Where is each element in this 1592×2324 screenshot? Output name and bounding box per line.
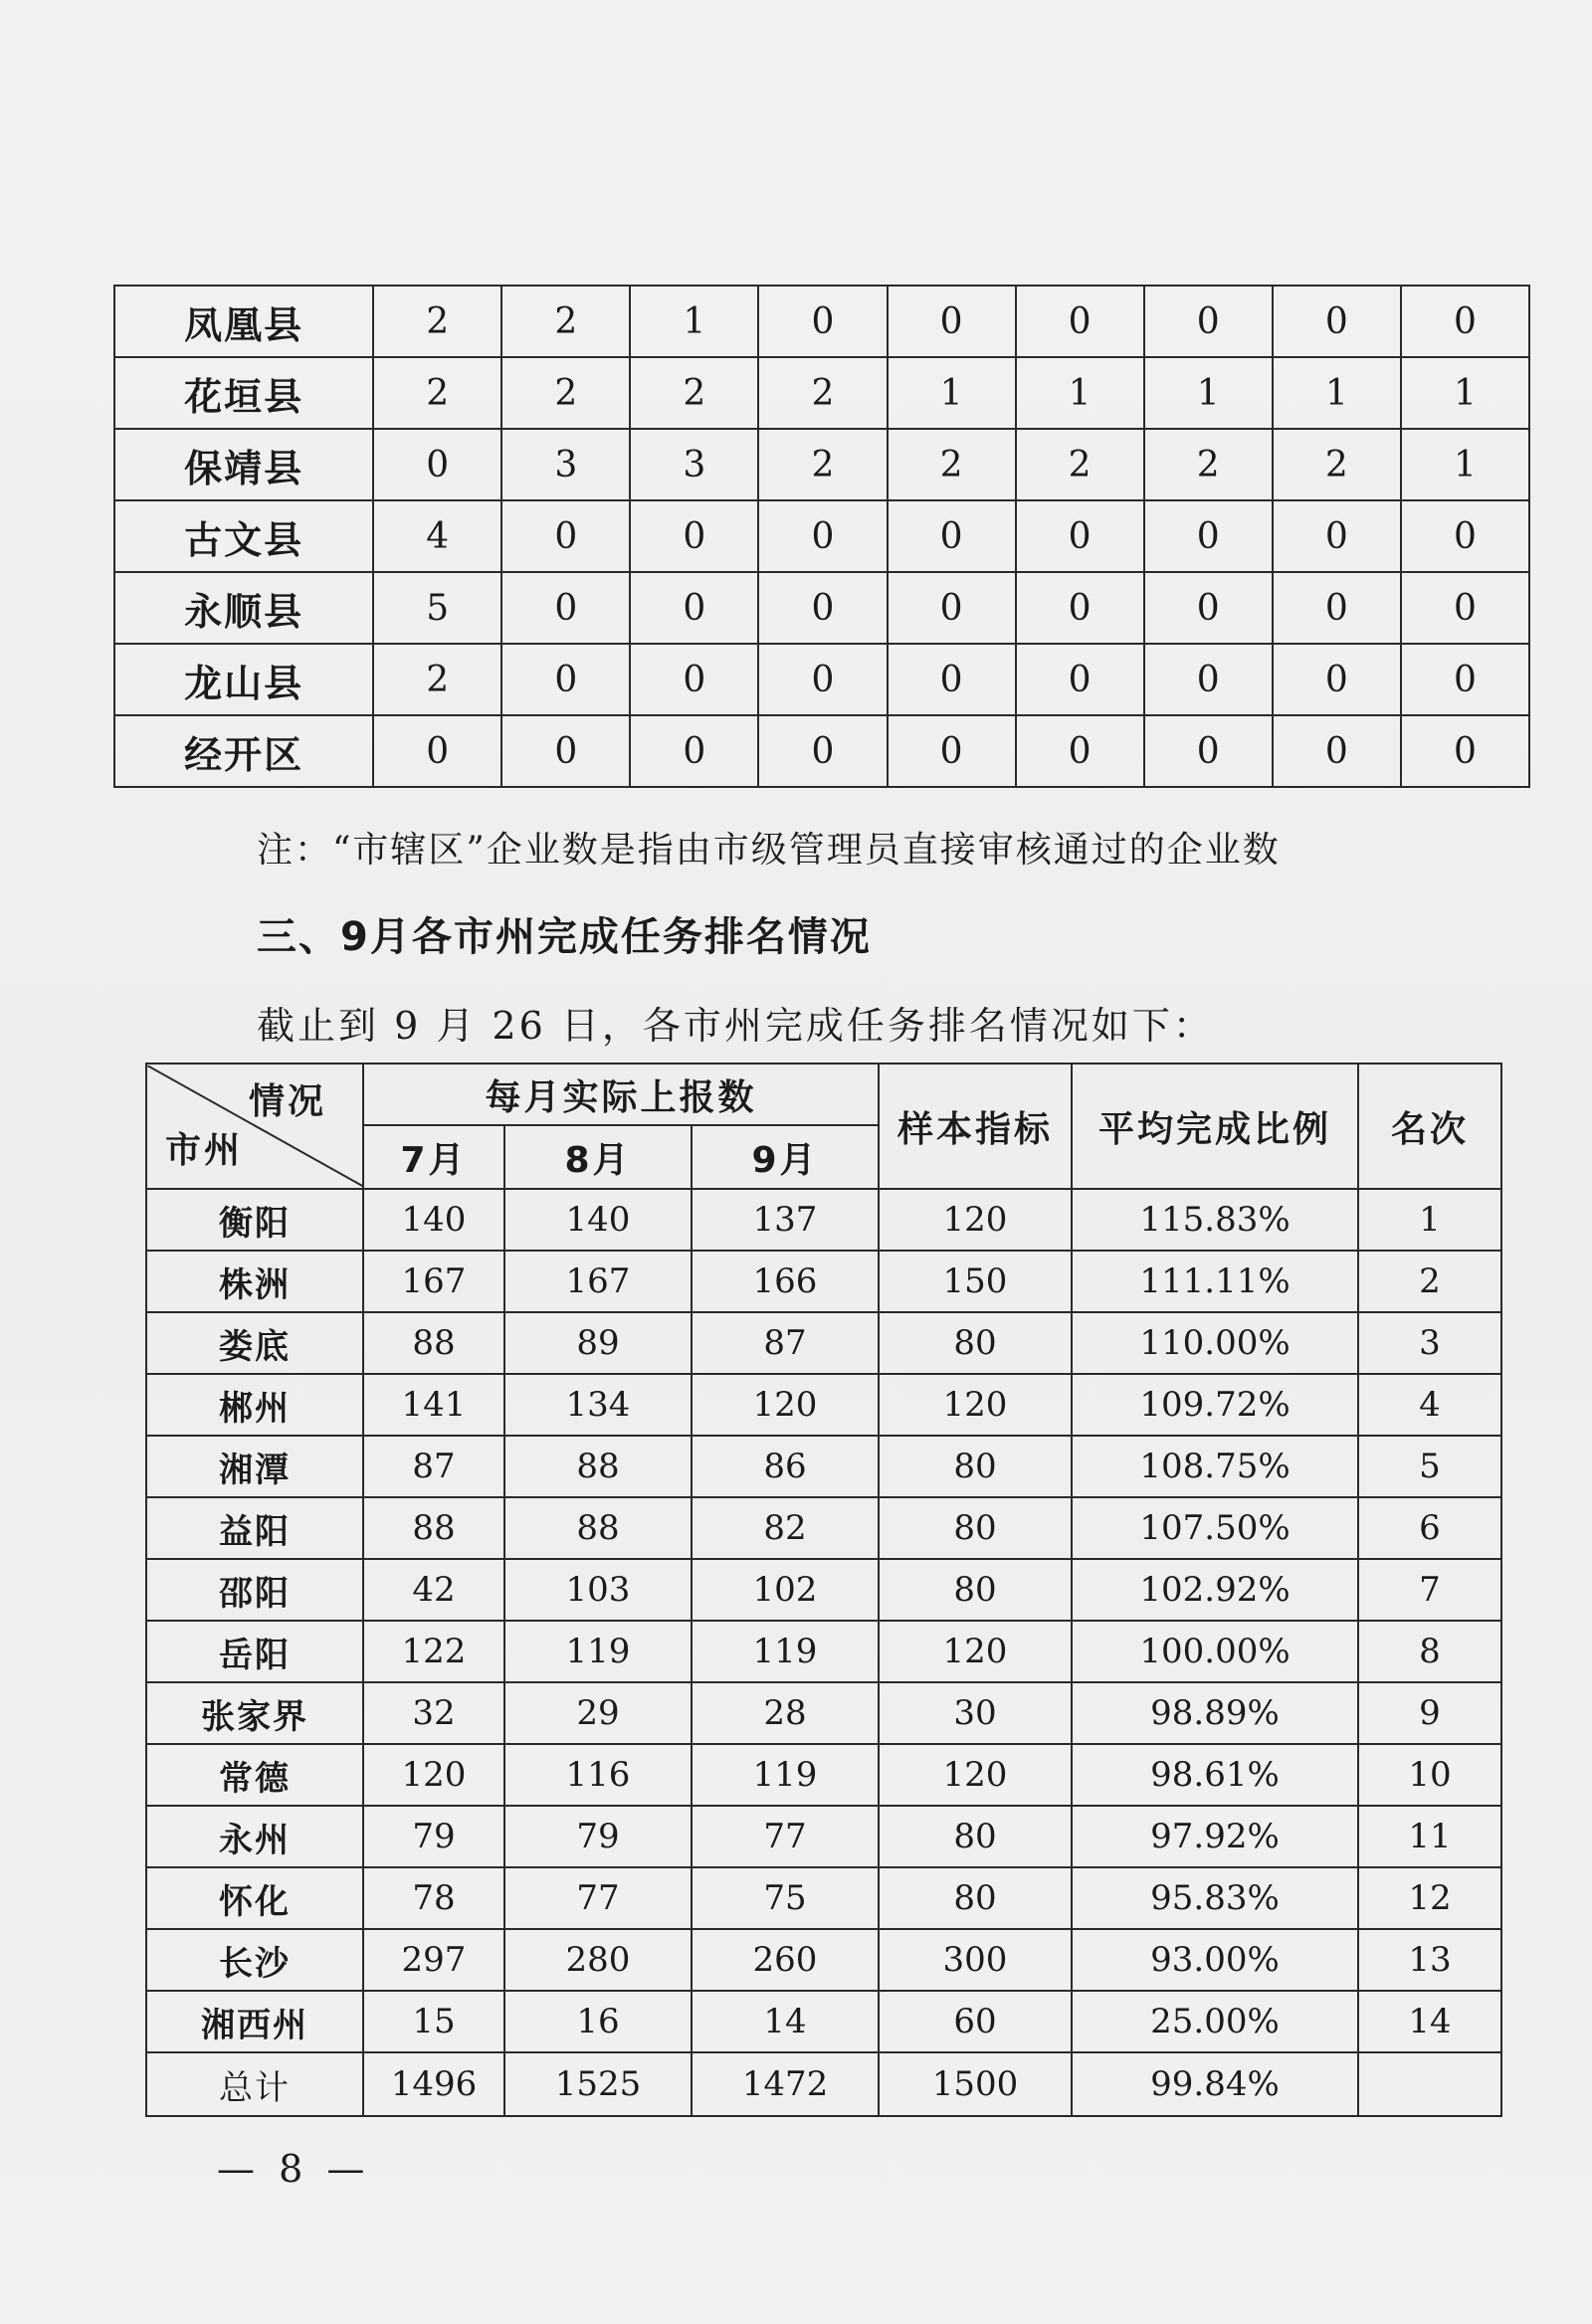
rank-value: 4	[1358, 1374, 1501, 1436]
table-row	[114, 357, 1529, 429]
month-header-7: 7月	[363, 1125, 504, 1189]
september-count: 120	[692, 1374, 879, 1436]
rank-value: 5	[1358, 1436, 1501, 1497]
count-cell: 0	[630, 572, 758, 644]
sample-target: 80	[879, 1806, 1072, 1867]
count-cell: 0	[501, 644, 630, 715]
count-cell: 1	[1273, 357, 1401, 429]
completion-ratio: 102.92%	[1072, 1559, 1358, 1621]
count-cell: 0	[1016, 644, 1144, 715]
section-heading: 三、9月各市州完成任务排名情况	[257, 914, 872, 960]
table-row	[114, 644, 1529, 715]
count-cell: 0	[501, 572, 630, 644]
rank-value	[1358, 2052, 1501, 2116]
count-cell: 2	[501, 357, 630, 429]
table-row	[146, 1559, 1501, 1621]
table-row	[146, 1682, 1501, 1744]
july-count: 297	[363, 1929, 504, 1991]
county-name: 经开区	[114, 715, 373, 787]
count-cell: 0	[1401, 500, 1529, 572]
count-cell: 0	[630, 500, 758, 572]
count-cell: 0	[1016, 715, 1144, 787]
count-cell: 0	[1273, 715, 1401, 787]
rank-value: 12	[1358, 1867, 1501, 1929]
ranking-table	[145, 1063, 1502, 2117]
count-cell: 2	[373, 357, 501, 429]
count-cell: 0	[1144, 572, 1273, 644]
count-cell: 0	[630, 715, 758, 787]
county-name: 保靖县	[114, 429, 373, 500]
rank-value: 8	[1358, 1621, 1501, 1682]
count-cell: 0	[1273, 572, 1401, 644]
completion-ratio: 98.61%	[1072, 1744, 1358, 1806]
rank-value: 10	[1358, 1744, 1501, 1806]
count-cell: 0	[1144, 644, 1273, 715]
count-cell: 0	[1401, 715, 1529, 787]
july-count: 122	[363, 1621, 504, 1682]
intro-paragraph: 截止到 9 月 26 日，各市州完成任务排名情况如下：	[257, 1004, 1214, 1048]
july-count: 140	[363, 1189, 504, 1251]
count-cell: 0	[373, 429, 501, 500]
august-count: 119	[504, 1621, 692, 1682]
rank-value: 9	[1358, 1682, 1501, 1744]
completion-ratio: 109.72%	[1072, 1374, 1358, 1436]
city-name: 怀化	[146, 1867, 363, 1929]
completion-ratio: 99.84%	[1072, 2052, 1358, 2116]
city-name: 湘西州	[146, 1991, 363, 2052]
completion-ratio: 111.11%	[1072, 1251, 1358, 1312]
count-cell: 3	[501, 429, 630, 500]
count-cell: 0	[1016, 286, 1144, 357]
page-number: — 8 —	[217, 2147, 371, 2191]
rank-value: 6	[1358, 1497, 1501, 1559]
count-cell: 2	[373, 644, 501, 715]
table-row	[146, 1497, 1501, 1559]
city-name: 岳阳	[146, 1621, 363, 1682]
count-cell: 2	[888, 429, 1016, 500]
july-count: 88	[363, 1312, 504, 1374]
month-header-9: 9月	[692, 1125, 879, 1189]
month-header-8: 8月	[504, 1125, 692, 1189]
count-cell: 1	[630, 286, 758, 357]
completion-ratio: 100.00%	[1072, 1621, 1358, 1682]
july-count: 32	[363, 1682, 504, 1744]
table-row	[146, 1929, 1501, 1991]
september-count: 75	[692, 1867, 879, 1929]
august-count: 167	[504, 1251, 692, 1312]
august-count: 88	[504, 1497, 692, 1559]
diag-header-top: 情况	[248, 1081, 326, 1122]
table-row	[114, 500, 1529, 572]
count-cell: 0	[888, 644, 1016, 715]
city-name: 张家界	[146, 1682, 363, 1744]
july-count: 1496	[363, 2052, 504, 2116]
rank-header: 名次	[1358, 1064, 1501, 1189]
july-count: 120	[363, 1744, 504, 1806]
ratio-header: 平均完成比例	[1072, 1064, 1358, 1189]
completion-ratio: 110.00%	[1072, 1312, 1358, 1374]
table-row	[114, 429, 1529, 500]
july-count: 15	[363, 1991, 504, 2052]
sample-target: 120	[879, 1744, 1072, 1806]
sample-target: 80	[879, 1497, 1072, 1559]
city-name: 衡阳	[146, 1189, 363, 1251]
august-count: 89	[504, 1312, 692, 1374]
count-cell: 0	[1016, 500, 1144, 572]
city-name: 株洲	[146, 1251, 363, 1312]
sample-header: 样本指标	[879, 1064, 1072, 1189]
rank-value: 2	[1358, 1251, 1501, 1312]
count-cell: 0	[1273, 500, 1401, 572]
august-count: 116	[504, 1744, 692, 1806]
count-cell: 0	[1401, 286, 1529, 357]
count-cell: 3	[630, 429, 758, 500]
count-cell: 0	[1144, 500, 1273, 572]
count-cell: 0	[888, 500, 1016, 572]
sample-target: 80	[879, 1436, 1072, 1497]
sample-target: 120	[879, 1374, 1072, 1436]
july-count: 167	[363, 1251, 504, 1312]
city-name: 总计	[146, 2052, 363, 2116]
sample-target: 80	[879, 1559, 1072, 1621]
sample-target: 30	[879, 1682, 1072, 1744]
county-name: 龙山县	[114, 644, 373, 715]
table-row	[146, 1991, 1501, 2052]
sample-target: 120	[879, 1189, 1072, 1251]
count-cell: 0	[758, 572, 887, 644]
diag-header-bottom: 市州	[165, 1130, 244, 1171]
county-name: 古文县	[114, 500, 373, 572]
county-name: 凤凰县	[114, 286, 373, 357]
rank-value: 1	[1358, 1189, 1501, 1251]
august-count: 103	[504, 1559, 692, 1621]
august-count: 280	[504, 1929, 692, 1991]
count-cell: 0	[1273, 286, 1401, 357]
july-count: 79	[363, 1806, 504, 1867]
completion-ratio: 97.92%	[1072, 1806, 1358, 1867]
august-count: 79	[504, 1806, 692, 1867]
count-cell: 0	[630, 644, 758, 715]
july-count: 87	[363, 1436, 504, 1497]
count-cell: 2	[758, 357, 887, 429]
rank-value: 11	[1358, 1806, 1501, 1867]
august-count: 77	[504, 1867, 692, 1929]
rank-value: 14	[1358, 1991, 1501, 2052]
city-name: 常德	[146, 1744, 363, 1806]
count-cell: 0	[373, 715, 501, 787]
completion-ratio: 95.83%	[1072, 1867, 1358, 1929]
september-count: 82	[692, 1497, 879, 1559]
september-count: 14	[692, 1991, 879, 2052]
sample-target: 150	[879, 1251, 1072, 1312]
count-cell: 0	[1016, 572, 1144, 644]
august-count: 16	[504, 1991, 692, 2052]
count-cell: 0	[758, 500, 887, 572]
sample-target: 80	[879, 1867, 1072, 1929]
city-name: 永州	[146, 1806, 363, 1867]
county-table	[113, 285, 1530, 788]
september-count: 28	[692, 1682, 879, 1744]
september-count: 166	[692, 1251, 879, 1312]
september-count: 102	[692, 1559, 879, 1621]
city-name: 长沙	[146, 1929, 363, 1991]
august-count: 140	[504, 1189, 692, 1251]
sample-target: 300	[879, 1929, 1072, 1991]
diagonal-header-cell	[146, 1064, 363, 1189]
count-cell: 2	[501, 286, 630, 357]
table-row	[146, 1312, 1501, 1374]
september-count: 260	[692, 1929, 879, 1991]
count-cell: 0	[888, 286, 1016, 357]
table-note: 注：“市辖区”企业数是指由市级管理员直接审核通过的企业数	[257, 830, 1281, 871]
count-cell: 0	[888, 715, 1016, 787]
city-name: 郴州	[146, 1374, 363, 1436]
city-name: 益阳	[146, 1497, 363, 1559]
city-name: 邵阳	[146, 1559, 363, 1621]
completion-ratio: 108.75%	[1072, 1436, 1358, 1497]
completion-ratio: 115.83%	[1072, 1189, 1358, 1251]
count-cell: 2	[758, 429, 887, 500]
count-cell: 4	[373, 500, 501, 572]
total-row	[146, 2052, 1501, 2116]
september-count: 87	[692, 1312, 879, 1374]
july-count: 141	[363, 1374, 504, 1436]
september-count: 1472	[692, 2052, 879, 2116]
table-row	[146, 1744, 1501, 1806]
sample-target: 1500	[879, 2052, 1072, 2116]
table-row	[146, 1806, 1501, 1867]
table-row	[146, 1621, 1501, 1682]
september-count: 137	[692, 1189, 879, 1251]
sample-target: 80	[879, 1312, 1072, 1374]
count-cell: 5	[373, 572, 501, 644]
count-cell: 2	[1144, 429, 1273, 500]
count-cell: 0	[501, 715, 630, 787]
count-cell: 0	[501, 500, 630, 572]
table-row	[114, 572, 1529, 644]
count-cell: 2	[373, 286, 501, 357]
count-cell: 0	[758, 286, 887, 357]
table-row	[114, 286, 1529, 357]
count-cell: 0	[1144, 286, 1273, 357]
completion-ratio: 93.00%	[1072, 1929, 1358, 1991]
city-name: 湘潭	[146, 1436, 363, 1497]
august-count: 1525	[504, 2052, 692, 2116]
count-cell: 0	[1144, 715, 1273, 787]
count-cell: 1	[1401, 429, 1529, 500]
count-cell: 2	[630, 357, 758, 429]
august-count: 29	[504, 1682, 692, 1744]
september-count: 86	[692, 1436, 879, 1497]
count-cell: 0	[1401, 572, 1529, 644]
count-cell: 1	[1144, 357, 1273, 429]
count-cell: 0	[888, 572, 1016, 644]
table-row	[114, 715, 1529, 787]
september-count: 119	[692, 1744, 879, 1806]
county-name: 永顺县	[114, 572, 373, 644]
table-row	[146, 1436, 1501, 1497]
rank-value: 3	[1358, 1312, 1501, 1374]
september-count: 119	[692, 1621, 879, 1682]
table-row	[146, 1251, 1501, 1312]
rank-value: 13	[1358, 1929, 1501, 1991]
july-count: 88	[363, 1497, 504, 1559]
completion-ratio: 107.50%	[1072, 1497, 1358, 1559]
table-row	[146, 1867, 1501, 1929]
count-cell: 2	[1273, 429, 1401, 500]
count-cell: 0	[1273, 644, 1401, 715]
rank-value: 7	[1358, 1559, 1501, 1621]
count-cell: 2	[1016, 429, 1144, 500]
count-cell: 0	[758, 644, 887, 715]
completion-ratio: 25.00%	[1072, 1991, 1358, 2052]
september-count: 77	[692, 1806, 879, 1867]
monthly-group-header: 每月实际上报数	[363, 1064, 879, 1125]
count-cell: 1	[888, 357, 1016, 429]
sample-target: 60	[879, 1991, 1072, 2052]
july-count: 42	[363, 1559, 504, 1621]
count-cell: 0	[1401, 644, 1529, 715]
count-cell: 0	[758, 715, 887, 787]
july-count: 78	[363, 1867, 504, 1929]
completion-ratio: 98.89%	[1072, 1682, 1358, 1744]
city-name: 娄底	[146, 1312, 363, 1374]
august-count: 88	[504, 1436, 692, 1497]
count-cell: 1	[1016, 357, 1144, 429]
table-row	[146, 1189, 1501, 1251]
sample-target: 120	[879, 1621, 1072, 1682]
count-cell: 1	[1401, 357, 1529, 429]
county-name: 花垣县	[114, 357, 373, 429]
table-row	[146, 1374, 1501, 1436]
august-count: 134	[504, 1374, 692, 1436]
